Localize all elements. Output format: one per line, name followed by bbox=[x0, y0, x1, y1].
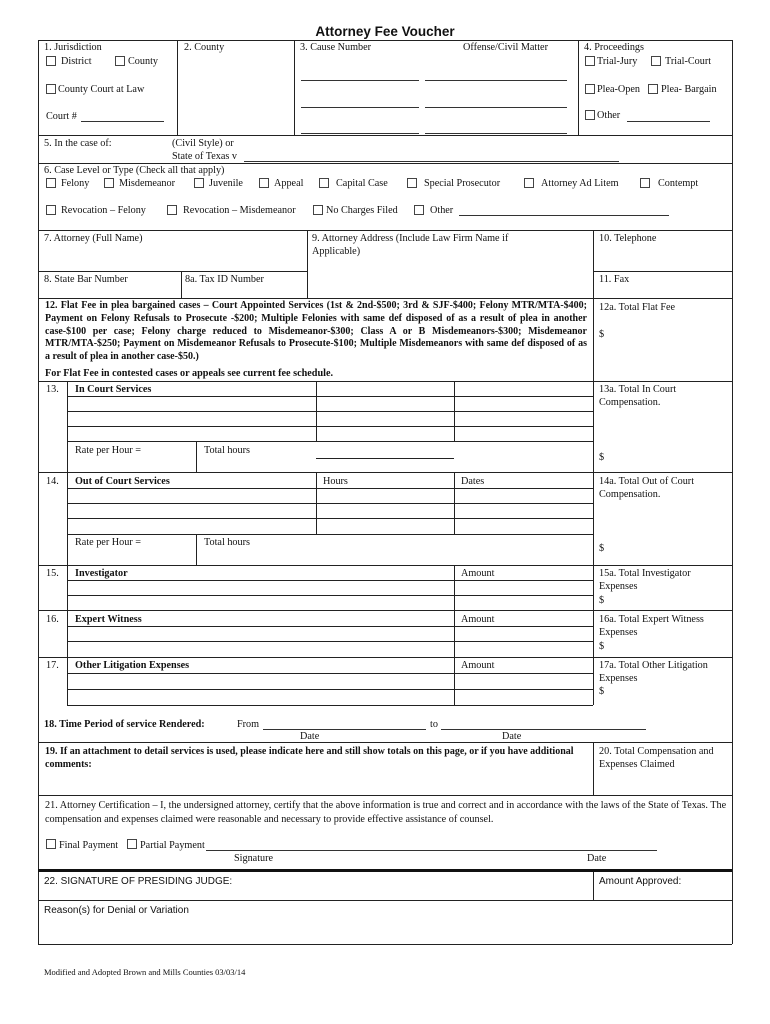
expert-label: Expert Witness bbox=[75, 614, 142, 625]
divider bbox=[294, 40, 295, 135]
frame-left bbox=[38, 40, 39, 944]
divider bbox=[593, 298, 594, 705]
trial-jury-label: Trial-Jury bbox=[597, 56, 638, 67]
offense-field[interactable] bbox=[425, 80, 567, 81]
form-title: Attorney Fee Voucher bbox=[315, 24, 455, 39]
cause-number-label: 3. Cause Number bbox=[300, 42, 372, 53]
revocation-misdemeanor-checkbox[interactable] bbox=[167, 205, 177, 215]
case-label: 5. In the case of: bbox=[44, 138, 112, 149]
revocation-felony-label: Revocation – Felony bbox=[61, 205, 146, 216]
cause-number-field[interactable] bbox=[301, 107, 419, 108]
county-checkbox[interactable] bbox=[115, 56, 125, 66]
no-charges-filed-label: No Charges Filed bbox=[326, 205, 398, 216]
divider bbox=[67, 580, 593, 581]
out-court-dates-column: Dates bbox=[461, 476, 485, 487]
frame-top bbox=[38, 40, 732, 41]
certification-text: 21. Attorney Certification – I, the undersigned attorney, certify that the above information is true and correct and in accordance with the laws of the State of Texas. The compensation and expenses claimed were reasonable and necessary to provide effective assistance of counsel. bbox=[45, 800, 727, 825]
divider bbox=[67, 565, 68, 610]
contempt-label: Contempt bbox=[658, 178, 699, 189]
expert-dollar: $ bbox=[599, 641, 605, 652]
court-number-field[interactable] bbox=[81, 121, 164, 122]
divider bbox=[67, 426, 593, 427]
proceedings-label: 4. Proceedings bbox=[584, 42, 644, 53]
divider bbox=[38, 565, 732, 566]
divider bbox=[38, 742, 732, 743]
out-court-rate-label: Rate per Hour = bbox=[75, 537, 141, 548]
divider bbox=[38, 610, 732, 611]
misdemeanor-label: Misdemeanor bbox=[119, 178, 176, 189]
telephone-label: 10. Telephone bbox=[599, 233, 657, 244]
case-level-label: 6. Case Level or Type (Check all that apply) bbox=[44, 165, 225, 176]
cause-number-field[interactable] bbox=[301, 80, 419, 81]
to-label: to bbox=[430, 719, 438, 730]
county-court-label: County Court at Law bbox=[58, 84, 145, 95]
district-label: District bbox=[61, 56, 92, 67]
divider bbox=[454, 657, 455, 705]
final-payment-checkbox[interactable] bbox=[46, 839, 56, 849]
divider bbox=[593, 271, 732, 272]
divider bbox=[67, 705, 593, 706]
divider bbox=[38, 230, 732, 231]
from-date-field[interactable] bbox=[263, 729, 426, 730]
contempt-checkbox[interactable] bbox=[640, 178, 650, 188]
other-proceeding-label: Other bbox=[597, 110, 621, 121]
revocation-misdemeanor-label: Revocation – Misdemeanor bbox=[183, 205, 296, 216]
divider bbox=[67, 396, 593, 397]
appeal-checkbox[interactable] bbox=[259, 178, 269, 188]
divider bbox=[454, 610, 455, 657]
offense-label: Offense/Civil Matter bbox=[463, 42, 548, 53]
flat-fee-text: 12. Flat Fee in plea bargained cases – Court Appointed Services (1st & 2nd-$500; 3rd & SJF-$400; Felony MTR/MTA-$400; Payment on Felony Refusals to Prosecute -$200; Multiple Felonies with same def disposed of as a result of plea in another case-$100 per case; Felony charge reduced to Misdemeanor-$300; Class A or B Misdemeanors-$300; Misdemeanor MTR/MTA-$250; Payment on Misdemeanor Refusals to Prosecute-$100; Multiple Misdemeanors with same def disposed of as a result of plea in another case-$50.) bbox=[45, 300, 587, 363]
other-expenses-dollar: $ bbox=[599, 686, 605, 697]
divider bbox=[38, 795, 732, 796]
state-of-texas-label: State of Texas v bbox=[172, 151, 238, 162]
divider bbox=[67, 534, 593, 535]
expert-amount-label: Amount bbox=[461, 614, 495, 625]
other-case-type-label: Other bbox=[430, 205, 454, 216]
juvenile-checkbox[interactable] bbox=[194, 178, 204, 188]
divider bbox=[177, 40, 178, 135]
divider bbox=[67, 488, 593, 489]
divider bbox=[593, 742, 594, 795]
divider bbox=[67, 657, 68, 705]
special-prosecutor-label: Special Prosecutor bbox=[424, 178, 501, 189]
court-number-label: Court # bbox=[46, 111, 77, 122]
to-date-field[interactable] bbox=[441, 729, 646, 730]
other-expenses-amount-label: Amount bbox=[461, 660, 495, 671]
out-court-number: 14. bbox=[46, 476, 59, 487]
cause-number-field[interactable] bbox=[301, 133, 419, 134]
divider bbox=[38, 900, 732, 901]
other-case-type-checkbox[interactable] bbox=[414, 205, 424, 215]
capital-case-checkbox[interactable] bbox=[319, 178, 329, 188]
plea-bargain-checkbox[interactable] bbox=[648, 84, 658, 94]
attorney-ad-litem-label: Attorney Ad Litem bbox=[541, 178, 619, 189]
out-court-hours-column: Hours bbox=[323, 476, 348, 487]
time-period-label: 18. Time Period of service Rendered: bbox=[44, 719, 205, 730]
divider bbox=[67, 503, 593, 504]
trial-jury-checkbox[interactable] bbox=[585, 56, 595, 66]
footer-note: Modified and Adopted Brown and Mills Counties 03/03/14 bbox=[44, 967, 246, 977]
signature-field[interactable] bbox=[206, 850, 657, 851]
county-court-checkbox[interactable] bbox=[46, 84, 56, 94]
divider bbox=[593, 872, 594, 900]
divider bbox=[578, 40, 579, 135]
other-proceeding-checkbox[interactable] bbox=[585, 110, 595, 120]
divider bbox=[67, 518, 593, 519]
investigator-dollar: $ bbox=[599, 595, 605, 606]
district-checkbox[interactable] bbox=[46, 56, 56, 66]
divider bbox=[38, 657, 732, 658]
special-prosecutor-checkbox[interactable] bbox=[407, 178, 417, 188]
other-proceeding-field[interactable] bbox=[627, 121, 710, 122]
jurisdiction-label: 1. Jurisdiction bbox=[44, 42, 102, 53]
investigator-number: 15. bbox=[46, 568, 59, 579]
trial-court-checkbox[interactable] bbox=[651, 56, 661, 66]
thick-divider bbox=[38, 869, 732, 872]
revocation-felony-checkbox[interactable] bbox=[46, 205, 56, 215]
other-expenses-number: 17. bbox=[46, 660, 59, 671]
amount-approved-label: Amount Approved: bbox=[599, 876, 682, 887]
flat-fee-dollar: $ bbox=[599, 329, 605, 340]
frame-right bbox=[732, 40, 733, 944]
other-expenses-label: Other Litigation Expenses bbox=[75, 660, 190, 671]
county-label: County bbox=[128, 56, 159, 67]
divider bbox=[181, 271, 182, 298]
divider bbox=[38, 472, 732, 473]
expert-total-label: 16a. Total Expert Witness Expenses bbox=[599, 614, 704, 638]
divider bbox=[67, 689, 593, 690]
judge-signature-label: 22. SIGNATURE OF PRESIDING JUDGE: bbox=[44, 876, 233, 887]
in-court-rate-label: Rate per Hour = bbox=[75, 445, 141, 456]
other-case-type-field[interactable] bbox=[459, 215, 669, 216]
plea-open-checkbox[interactable] bbox=[585, 84, 595, 94]
divider bbox=[593, 230, 594, 298]
investigator-amount-label: Amount bbox=[461, 568, 495, 579]
offense-field[interactable] bbox=[425, 133, 567, 134]
divider bbox=[196, 441, 197, 472]
divider bbox=[67, 641, 593, 642]
attorney-ad-litem-checkbox[interactable] bbox=[524, 178, 534, 188]
divider bbox=[38, 298, 732, 299]
attorney-address-label: 9. Attorney Address (Include Law Firm Name if Applicable) bbox=[312, 233, 509, 257]
frame-bottom bbox=[38, 944, 732, 945]
divider bbox=[67, 595, 593, 596]
signature-caption: Signature bbox=[234, 853, 274, 864]
civil-style-label: (Civil Style) or bbox=[172, 138, 234, 149]
divider bbox=[38, 381, 732, 382]
partial-payment-checkbox[interactable] bbox=[127, 839, 137, 849]
felony-label: Felony bbox=[61, 178, 90, 189]
plea-open-label: Plea-Open bbox=[597, 84, 640, 95]
trial-court-label: Trial-Court bbox=[665, 56, 712, 67]
in-court-hours-label: Total hours bbox=[204, 445, 250, 456]
felony-checkbox[interactable] bbox=[46, 178, 56, 188]
out-court-hours-label: Total hours bbox=[204, 537, 250, 548]
capital-case-label: Capital Case bbox=[336, 178, 388, 189]
divider bbox=[307, 230, 308, 298]
attachment-comments-label: 19. If an attachment to detail services is used, please indicate here and still show totals on this page, or if you have additional comments: bbox=[45, 746, 574, 770]
juvenile-label: Juvenile bbox=[209, 178, 243, 189]
in-court-dollar: $ bbox=[599, 452, 605, 463]
county-field-label: 2. County bbox=[184, 42, 225, 53]
flat-fee-note: For Flat Fee in contested cases or appeals see current fee schedule. bbox=[45, 368, 334, 379]
denial-reasons-label: Reason(s) for Denial or Variation bbox=[44, 905, 189, 916]
attorney-name-label: 7. Attorney (Full Name) bbox=[44, 233, 143, 244]
divider bbox=[38, 271, 307, 272]
offense-field[interactable] bbox=[425, 107, 567, 108]
divider bbox=[454, 565, 455, 610]
other-expenses-total-label: 17a. Total Other Litigation Expenses bbox=[599, 660, 708, 684]
final-payment-label: Final Payment bbox=[59, 840, 119, 851]
out-court-dollar: $ bbox=[599, 543, 605, 554]
no-charges-filed-checkbox[interactable] bbox=[313, 205, 323, 215]
divider bbox=[316, 458, 454, 459]
date-caption: Date bbox=[587, 853, 607, 864]
divider bbox=[38, 135, 732, 136]
divider bbox=[67, 610, 68, 657]
out-court-label: Out of Court Services bbox=[75, 476, 170, 487]
case-style-field[interactable] bbox=[244, 161, 619, 162]
divider bbox=[67, 673, 593, 674]
from-label: From bbox=[237, 719, 260, 730]
divider bbox=[38, 163, 732, 164]
flat-fee-total-label: 12a. Total Flat Fee bbox=[599, 302, 676, 313]
in-court-total-label: 13a. Total In Court Compensation. bbox=[599, 384, 677, 408]
fax-label: 11. Fax bbox=[599, 274, 630, 285]
divider bbox=[196, 534, 197, 565]
investigator-label: Investigator bbox=[75, 568, 128, 579]
misdemeanor-checkbox[interactable] bbox=[104, 178, 114, 188]
state-bar-label: 8. State Bar Number bbox=[44, 274, 128, 285]
expert-number: 16. bbox=[46, 614, 59, 625]
appeal-label: Appeal bbox=[274, 178, 304, 189]
to-date-caption: Date bbox=[502, 731, 522, 742]
divider bbox=[67, 441, 593, 442]
divider bbox=[67, 626, 593, 627]
out-court-total-label: 14a. Total Out of Court Compensation. bbox=[599, 476, 695, 500]
in-court-number: 13. bbox=[46, 384, 59, 395]
tax-id-label: 8a. Tax ID Number bbox=[185, 274, 264, 285]
total-claimed-label: 20. Total Compensation and Expenses Claimed bbox=[599, 746, 714, 770]
plea-bargain-label: Plea- Bargain bbox=[661, 84, 717, 95]
in-court-label: In Court Services bbox=[75, 384, 152, 395]
investigator-total-label: 15a. Total Investigator Expenses bbox=[599, 568, 691, 592]
from-date-caption: Date bbox=[300, 731, 320, 742]
partial-payment-label: Partial Payment bbox=[140, 840, 205, 851]
divider bbox=[67, 411, 593, 412]
